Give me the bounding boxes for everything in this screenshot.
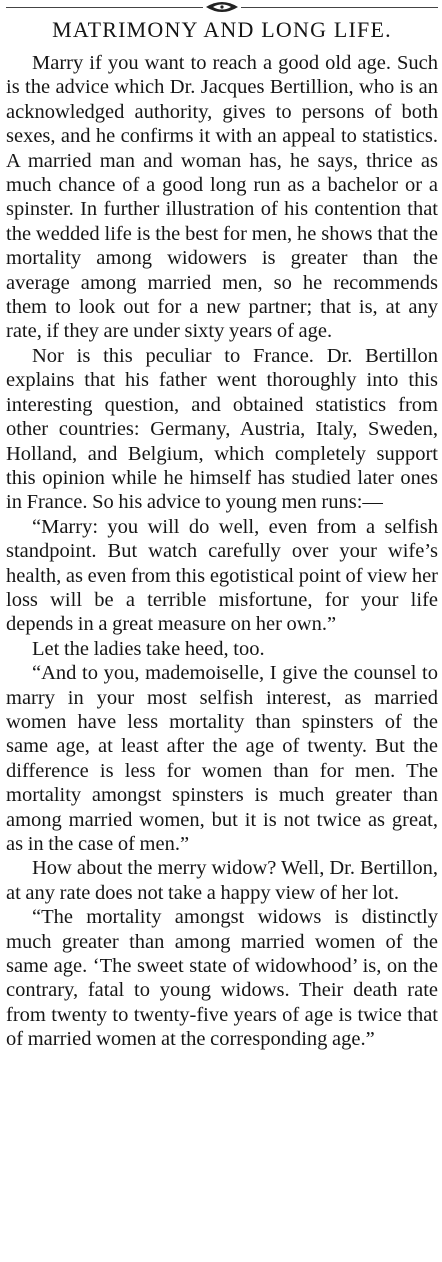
header-ornament-rule bbox=[6, 1, 438, 13]
rule-left bbox=[6, 7, 203, 8]
paragraph-7: “The mortality amongst widows is distinctly much greater than among married women of the same age. ‘The sweet state of widowhood’ is, on the contrary, fatal to young widows. Their death rate from twenty to twenty-five years of age is twice that of married women at the corresponding age.” bbox=[6, 906, 438, 1051]
article-headline: MATRIMONY AND LONG LIFE. bbox=[52, 17, 392, 42]
diamond-ornament-icon bbox=[205, 1, 239, 13]
paragraph-3: “Marry: you will do well, even from a selfish standpoint. But watch carefully over your wife’s health, as even from this egotistical point of view her loss will be a terrible misfortune, for your life depends in a great measure on her own.” bbox=[6, 515, 438, 636]
paragraph-2: Nor is this peculiar to France. Dr. Bertillon explains that his father went thoroughly into this interesting question, and obtained statistics from other countries: Germany, Austria, Italy, Sweden, Holland, and Belgium, which completely support this opinion while he himself has studied later ones in France. So his advice to young men runs:— bbox=[6, 344, 438, 514]
paragraph-1: Marry if you want to reach a good old age. Such is the advice which Dr. Jacques Bertillion, who is an acknowledged authority, gives to persons of both sexes, and he confirms it with an appeal to statistics. A married man and woman has, he says, thrice as much chance of a good long run as a bachelor or a spinster. In further illustration of his contention that the wedded life is the best for men, he shows that the mortality among widowers is greater than the average among married men, so he recommends them to look out for a new partner; that is, at any rate, if they are under sixty years of age. bbox=[6, 52, 438, 343]
paragraph-4: Let the ladies take heed, too. bbox=[32, 637, 265, 660]
paragraph-6: How about the merry widow? Well, Dr. Bertillon, at any rate does not take a happy view of her lot. bbox=[6, 857, 438, 904]
rule-right bbox=[241, 7, 438, 8]
paragraph-5: “And to you, mademoiselle, I give the counsel to marry in your most selfish interest, as married women have less mortality than spinsters of the same age, at least after the age of twenty. But the difference is less for women than for men. The mortality amongst spinsters is much greater than among married women, but it is not twice as great, as in the case of men.” bbox=[6, 662, 438, 855]
